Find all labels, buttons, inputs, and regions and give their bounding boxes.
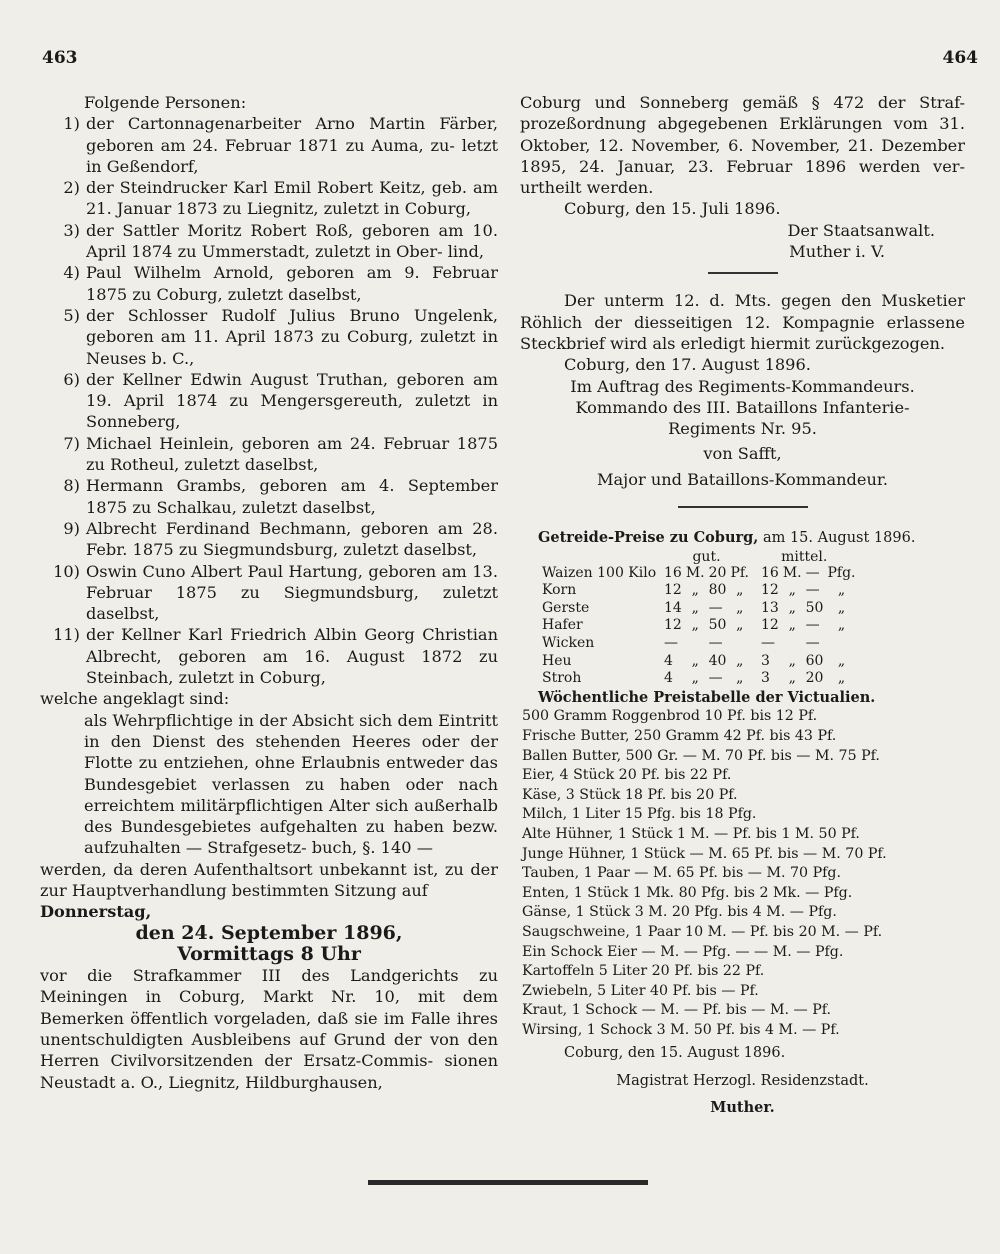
medium-mark: — xyxy=(761,635,776,652)
entry-number: 3) xyxy=(63,220,80,240)
grain-prices-date: am 15. August 1896. xyxy=(762,530,916,547)
good-mark: 12 xyxy=(664,582,682,599)
medium-mark: 3 xyxy=(761,652,770,669)
medium-mark: 3 xyxy=(761,670,770,687)
good-pfennig: — xyxy=(708,599,723,616)
good-pfennig-unit: „ xyxy=(736,617,744,634)
list-item: Tauben, 1 Paar — M. 65 Pf. bis — M. 70 Pfg. xyxy=(522,865,841,882)
separator-line xyxy=(678,506,808,508)
continuation-text: Coburg und Sonneberg gemäß § 472 der Straf- prozeßordnung abgegebenen Erklärungen vom 31. Oktober, 12. November, 6. November, 21. Dezember 1895, 24. Januar, 23. Februar 1896 werden ver- urtheilt werden. xyxy=(520,93,965,198)
prosecutor-signature: Muther i. V. xyxy=(789,242,885,262)
victuals-title: Wöchentliche Preistabelle der Victualien. xyxy=(538,688,876,706)
medium-mark-unit: „ xyxy=(788,670,796,687)
medium-mark-unit: „ xyxy=(788,617,796,634)
header-spacer xyxy=(540,549,662,565)
prosecutor-office: Der Staatsanwalt. xyxy=(787,220,935,240)
entry-number: 1) xyxy=(63,114,80,134)
bottom-rule xyxy=(368,1180,648,1185)
entry-number: 11) xyxy=(53,625,80,645)
hearing-time: Vormittags 8 Uhr xyxy=(177,942,361,965)
good-mark: 14 xyxy=(664,599,682,616)
person-entry xyxy=(40,113,498,177)
person-entry xyxy=(40,433,498,476)
entry-number: 10) xyxy=(53,561,80,581)
good-mark-unit: „ xyxy=(691,617,699,634)
entry-number: 8) xyxy=(63,476,80,496)
medium-mark-unit: „ xyxy=(788,652,796,669)
entry-text: Michael Heinlein, geboren am 24. Februar 1875 zu Rotheul, zuletzt daselbst, xyxy=(86,433,498,475)
entry-number: 7) xyxy=(63,433,80,453)
list-item: Kraut, 1 Schock — M. — Pf. bis — M. — Pf. xyxy=(522,1002,832,1019)
good-mark: 4 xyxy=(664,670,673,687)
person-entry xyxy=(40,177,498,220)
medium-mark: 12 xyxy=(761,582,779,599)
person-entry xyxy=(40,624,498,688)
notice-authority-line-2: Kommando des III. Bataillons Infanterie- xyxy=(575,397,910,417)
header-medium: mittel. xyxy=(781,548,828,565)
entry-text: der Steindrucker Karl Emil Robert Keitz, geb. am 21. Januar 1873 zu Liegnitz, zuletzt in Coburg, xyxy=(86,178,498,219)
good-mark-unit: „ xyxy=(691,670,699,687)
header-good: gut. xyxy=(692,548,721,565)
entry-number: 5) xyxy=(63,305,80,325)
grain-item: Wicken xyxy=(542,635,595,652)
good-pfennig-unit xyxy=(728,635,751,653)
good-mark-unit xyxy=(684,635,707,653)
good-pfennig: 50 xyxy=(708,617,727,634)
list-item: Zwiebeln, 5 Liter 40 Pf. bis — Pf. xyxy=(522,982,759,999)
good-pfennig: 40 xyxy=(708,652,727,669)
table-row xyxy=(540,565,857,583)
right-column xyxy=(520,92,965,1117)
entry-number: 4) xyxy=(63,263,80,283)
grain-prices-heading xyxy=(538,528,965,549)
prosecutor-place-date: Coburg, den 15. Juli 1896. xyxy=(564,199,781,219)
grain-item: Stroh xyxy=(542,670,582,687)
entry-number: 6) xyxy=(63,369,80,389)
good-mark-unit: „ xyxy=(691,582,699,599)
grain-table-header xyxy=(540,549,857,565)
good-pfennig-unit: „ xyxy=(736,599,744,616)
person-entry xyxy=(40,518,498,561)
list-item: Gänse, 1 Stück 3 M. 20 Pfg. bis 4 M. — Pfg. xyxy=(522,904,837,921)
list-item: Junge Hühner, 1 Stück — M. 65 Pf. bis — M. 70 Pf. xyxy=(522,845,887,862)
good-pfennig: 80 xyxy=(708,582,727,599)
entry-number: 2) xyxy=(63,178,80,198)
good-pfennig-unit: „ xyxy=(736,652,744,669)
list-item: Ballen Butter, 500 Gr. — M. 70 Pf. bis — M. 75 Pf. xyxy=(522,747,880,764)
good-mark-unit: „ xyxy=(691,599,699,616)
medium-mark: 16 xyxy=(761,564,779,581)
good-pfennig-unit: Pf. xyxy=(730,564,750,581)
good-mark: — xyxy=(664,635,678,652)
good-mark: 4 xyxy=(664,652,673,669)
victuals-list xyxy=(520,707,965,1040)
medium-mark: 12 xyxy=(761,617,779,634)
list-item: Ein Schock Eier — M. — Pfg. — — M. — Pfg. xyxy=(522,943,844,960)
person-entry xyxy=(40,220,498,263)
notice-place-date: Coburg, den 17. August 1896. xyxy=(564,355,811,375)
grain-item: Gerste xyxy=(542,599,590,616)
person-entry xyxy=(40,262,498,305)
list-item: 500 Gramm Roggenbrod 10 Pf. bis 12 Pf. xyxy=(522,708,818,725)
list-item: Alte Hühner, 1 Stück 1 M. — Pf. bis 1 M. 50 Pf. xyxy=(522,825,860,842)
entry-text: der Cartonnagenarbeiter Arno Martin Färber, geboren am 24. Februar 1871 zu Auma, zu- letzt in Geßendorf, xyxy=(86,114,498,176)
notice-authority-line-3: Regiments Nr. 95. xyxy=(668,419,817,439)
list-item: Eier, 4 Stück 20 Pf. bis 22 Pf. xyxy=(522,767,732,784)
medium-mark: 13 xyxy=(761,599,779,616)
medium-pfennig: — xyxy=(805,564,820,581)
good-pfennig: — xyxy=(708,635,723,652)
entry-text: Paul Wilhelm Arnold, geboren am 9. Februar 1875 zu Coburg, zuletzt daselbst, xyxy=(86,263,498,304)
summons-text: werden, da deren Aufenthaltsort unbekannt ist, zu der zur Hauptverhandlung bestimmten Sitzung auf xyxy=(40,859,498,900)
medium-pfennig: 50 xyxy=(805,599,824,616)
table-row xyxy=(540,635,857,653)
notice-signer: von Safft, xyxy=(703,444,782,464)
entry-text: Albrecht Ferdinand Bechmann, geboren am 28. Febr. 1875 zu Siegmundsburg, zuletzt daselbst, xyxy=(86,518,498,560)
list-item: Enten, 1 Stück 1 Mk. 80 Pfg. bis 2 Mk. — Pfg. xyxy=(522,884,853,901)
medium-pfennig-unit xyxy=(825,635,857,653)
good-mark: 16 xyxy=(664,564,682,581)
entry-number: 9) xyxy=(63,518,80,538)
person-entry xyxy=(40,475,498,518)
list-item: Käse, 3 Stück 18 Pf. bis 20 Pf. xyxy=(522,786,738,803)
grain-item: Korn xyxy=(542,582,577,599)
medium-mark-unit xyxy=(781,635,804,653)
person-entry xyxy=(40,305,498,369)
medium-pfennig-unit: „ xyxy=(837,670,846,687)
good-mark: 12 xyxy=(664,617,682,634)
hearing-date: den 24. September 1896, xyxy=(135,921,403,944)
notice-signer-rank: Major und Bataillons-Kommandeur. xyxy=(596,469,889,489)
charge-text: als Wehrpflichtige in der Absicht sich dem Eintritt in den Dienst des stehenden Heeres oder der Flotte zu entziehen, ohne Erlaubnis entweder das Bundesgebiet verlassen zu haben oder nach erreichtem militärpflichtigen Alter sich außerhalb des Bundesgebietes aufgehalten zu haben bezw. aufzuhalten — Strafgesetz- buch, §. 140 — xyxy=(84,710,498,858)
closing-text: vor die Strafkammer III des Landgerichts zu Meiningen in Coburg, Markt Nr. 10, mit dem Bemerken öffentlich vorgeladen, daß sie im Falle ihres unentschuldigten Ausbleibens auf Grund der von den Herren Civilvorsitzenden der Ersatz-Commis- sionen Neustadt a. O., Liegnitz, Hildburghausen, xyxy=(40,966,498,1092)
good-mark-unit: „ xyxy=(691,652,699,669)
person-entry xyxy=(40,369,498,433)
entry-text: der Schlosser Rudolf Julius Bruno Ungelenk, geboren am 11. April 1873 zu Coburg, zuletzt in Neuses b. C., xyxy=(86,305,498,368)
medium-mark-unit: „ xyxy=(788,582,796,599)
page-number-left: 463 xyxy=(42,48,78,68)
table-row xyxy=(540,670,857,688)
medium-pfennig: 60 xyxy=(805,652,824,669)
good-mark-unit: M. xyxy=(685,564,705,581)
good-pfennig: 20 xyxy=(708,564,727,581)
victuals-signer: Muther. xyxy=(710,1098,775,1116)
medium-pfennig: — xyxy=(805,617,820,634)
table-row xyxy=(540,582,857,600)
medium-pfennig: 20 xyxy=(805,670,824,687)
medium-pfennig: — xyxy=(805,635,820,652)
table-row xyxy=(540,600,857,618)
good-pfennig-unit: „ xyxy=(736,670,744,687)
medium-pfennig-unit: „ xyxy=(837,652,846,669)
medium-pfennig-unit: „ xyxy=(837,599,846,616)
grain-price-table xyxy=(540,549,857,688)
good-pfennig-unit: „ xyxy=(736,582,744,599)
page-number-right: 464 xyxy=(942,48,978,68)
list-item: Saugschweine, 1 Paar 10 M. — Pf. bis 20 M. — Pf. xyxy=(522,923,883,940)
good-pfennig: — xyxy=(708,670,723,687)
medium-mark-unit: M. xyxy=(782,564,802,581)
left-column xyxy=(40,92,498,1093)
list-item: Frische Butter, 250 Gramm 42 Pf. bis 43 Pf. xyxy=(522,727,837,744)
warrant-notice: Der unterm 12. d. Mts. gegen den Musketier Röhlich der diesseitigen 12. Kompagnie erlassene Steckbrief wird als erledigt hiermit zurückgezogen. xyxy=(520,291,965,353)
entry-text: der Kellner Edwin August Truthan, geboren am 19. April 1874 zu Mengersgereuth, zuletzt in Sonneberg, xyxy=(86,369,498,432)
charge-intro: welche angeklagt sind: xyxy=(40,689,230,709)
grain-item: Hafer xyxy=(542,617,583,634)
person-entry xyxy=(40,561,498,625)
medium-pfennig: — xyxy=(805,582,820,599)
medium-pfennig-unit: „ xyxy=(837,617,846,634)
notice-authority-line-1: Im Auftrag des Regiments-Kommandeurs. xyxy=(570,376,915,396)
list-item: Wirsing, 1 Schock 3 M. 50 Pf. bis 4 M. — Pf. xyxy=(522,1021,840,1038)
entry-text: der Sattler Moritz Robert Roß, geboren am 10. April 1874 zu Ummerstadt, zuletzt in Ober- lind, xyxy=(86,220,498,262)
entry-text: Hermann Grambs, geboren am 4. September 1875 zu Schalkau, zuletzt daselbst, xyxy=(86,476,498,517)
separator-line xyxy=(708,272,778,274)
grain-prices-title: Getreide-Preise zu Coburg, xyxy=(538,529,759,547)
entry-text: der Kellner Karl Friedrich Albin Georg Christian Albrecht, geboren am 16. August 1872 zu Steinbach, zuletzt in Coburg, xyxy=(86,625,498,688)
persons-intro: Folgende Personen: xyxy=(84,93,247,112)
medium-pfennig-unit: „ xyxy=(837,582,846,599)
list-item: Milch, 1 Liter 15 Pfg. bis 18 Pfg. xyxy=(522,806,757,823)
medium-mark-unit: „ xyxy=(788,599,796,616)
medium-pfennig-unit: Pfg. xyxy=(827,564,856,581)
victuals-place-date: Coburg, den 15. August 1896. xyxy=(564,1045,786,1062)
hearing-weekday: Donnerstag, xyxy=(40,902,152,922)
list-item: Kartoffeln 5 Liter 20 Pf. bis 22 Pf. xyxy=(522,963,765,980)
grain-item: Heu xyxy=(542,652,572,669)
table-row xyxy=(540,653,857,671)
victuals-authority: Magistrat Herzogl. Residenzstadt. xyxy=(616,1073,869,1090)
entry-text: Oswin Cuno Albert Paul Hartung, geboren am 13. Februar 1875 zu Siegmundsburg, zuletzt daselbst, xyxy=(86,561,498,624)
table-row xyxy=(540,617,857,635)
grain-item: Waizen 100 Kilo xyxy=(542,564,657,581)
